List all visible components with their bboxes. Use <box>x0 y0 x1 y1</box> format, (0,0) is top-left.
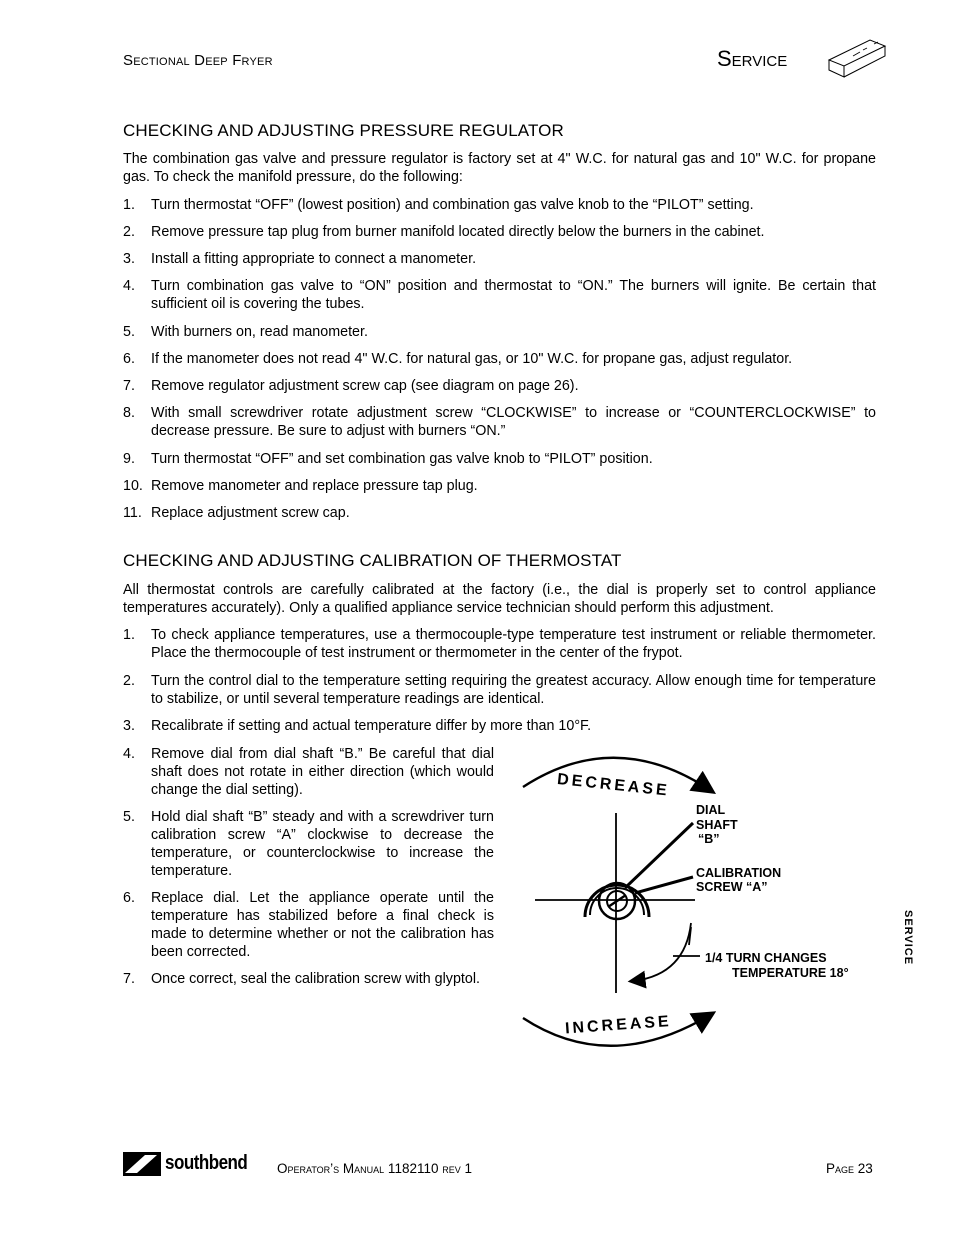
calibration-label-2: SCREW “A” <box>696 880 768 894</box>
decrease-label: DECREASE <box>556 770 671 800</box>
list-item: 1. To check appliance temperatures, use a thermocouple-type temperature test instrument or reliable thermometer. Place the thermocouple of test instrument or thermometer in the center of the frypot. <box>123 627 876 661</box>
list-item: 5. Hold dial shaft “B” steady and with a screwdriver turn calibration screw “A” clockwise to decrease the temperature, or counterclockwise to increase the temperature. <box>123 809 494 879</box>
dial-shaft-leader <box>625 823 693 888</box>
fryer-icon <box>826 34 888 84</box>
header-section-title: Service <box>717 46 788 71</box>
list-item: 3. Recalibrate if setting and actual temperature differ by more than 10°F. <box>123 718 592 734</box>
list-item: 2. Turn the control dial to the temperature setting requiring the greatest accuracy. Allow enough time for temperature to stabilize, or until several temperature readings are identical. <box>123 673 876 707</box>
side-tab: SERVICE <box>902 910 914 966</box>
footer-page-number: Page 23 <box>826 1161 873 1176</box>
southbend-wordmark: southbend <box>165 1152 248 1174</box>
header-doc-title: Sectional Deep Fryer <box>123 52 273 69</box>
list-item: 4. Turn combination gas valve to “ON” position and thermostat to “ON.” The burners will ignite. Be certain that sufficient oil is covering the tubes. <box>123 278 876 312</box>
list-item: 4. Remove dial from dial shaft “B.” Be careful that dial shaft does not rotate in either direction (which would change the dial setting). <box>123 746 494 798</box>
dial-shaft-label-1: DIAL <box>696 803 726 817</box>
calibration-leader <box>635 877 693 893</box>
list-item: 6. If the manometer does not read 4" W.C. for natural gas, or 10" W.C. for propane gas, adjust regulator. <box>123 351 793 367</box>
list-item: 1. Turn thermostat “OFF” (lowest position) and combination gas valve knob to the “PILOT” setting. <box>123 197 754 213</box>
list-item: 8. With small screwdriver rotate adjustment screw “CLOCKWISE” to increase or “COUNTERCLOCKWISE” to decrease pressure. Be sure to adjust with burners “ON.” <box>123 405 876 439</box>
footer-manual: Operator’s Manual 1182110 rev 1 <box>277 1161 473 1176</box>
turn-note-label-2: TEMPERATURE 18° <box>732 966 849 980</box>
list-item: 10. Remove manometer and replace pressure tap plug. <box>123 478 478 494</box>
increase-label: INCREASE <box>564 1013 673 1038</box>
list-item: 11. Replace adjustment screw cap. <box>123 505 350 521</box>
section1-intro: The combination gas valve and pressure regulator is factory set at 4" W.C. for natural gas and 10" W.C. for propane gas. To check the manifold pressure, do the following: <box>123 151 876 185</box>
list-item: 9. Turn thermostat “OFF” and set combination gas valve knob to “PILOT” position. <box>123 451 653 467</box>
calibration-label-1: CALIBRATION <box>696 866 782 880</box>
dial-shaft-label-2: SHAFT <box>696 818 738 832</box>
quarter-turn-arc <box>633 923 691 981</box>
list-item: 5. With burners on, read manometer. <box>123 324 368 340</box>
list-item: 7. Once correct, seal the calibration screw with glyptol. <box>123 971 480 987</box>
section2-heading: CHECKING AND ADJUSTING CALIBRATION OF THERMOSTAT <box>123 551 622 570</box>
turn-note-label-1: 1/4 TURN CHANGES <box>705 951 827 965</box>
section2-intro: All thermostat controls are carefully calibrated at the factory (i.e., the dial is properly set to control appliance temperatures accurately). Only a qualified appliance service technician should perform this adjustment. <box>123 582 876 616</box>
dial-shaft-label-3: “B” <box>698 832 720 846</box>
list-item: 2. Remove pressure tap plug from burner manifold located directly below the burners in the cabinet. <box>123 224 765 240</box>
list-item: 3. Install a fitting appropriate to connect a manometer. <box>123 251 477 267</box>
list-item: 7. Remove regulator adjustment screw cap (see diagram on page 26). <box>123 378 579 394</box>
section1-heading: CHECKING AND ADJUSTING PRESSURE REGULATOR <box>123 121 564 140</box>
thermostat-calibration-diagram <box>505 745 875 1055</box>
southbend-logo-icon <box>123 1152 161 1176</box>
list-item: 6. Replace dial. Let the appliance operate until the temperature has stabilized before a final check is made to determine whether or not the calibration has been corrected. <box>123 890 494 960</box>
